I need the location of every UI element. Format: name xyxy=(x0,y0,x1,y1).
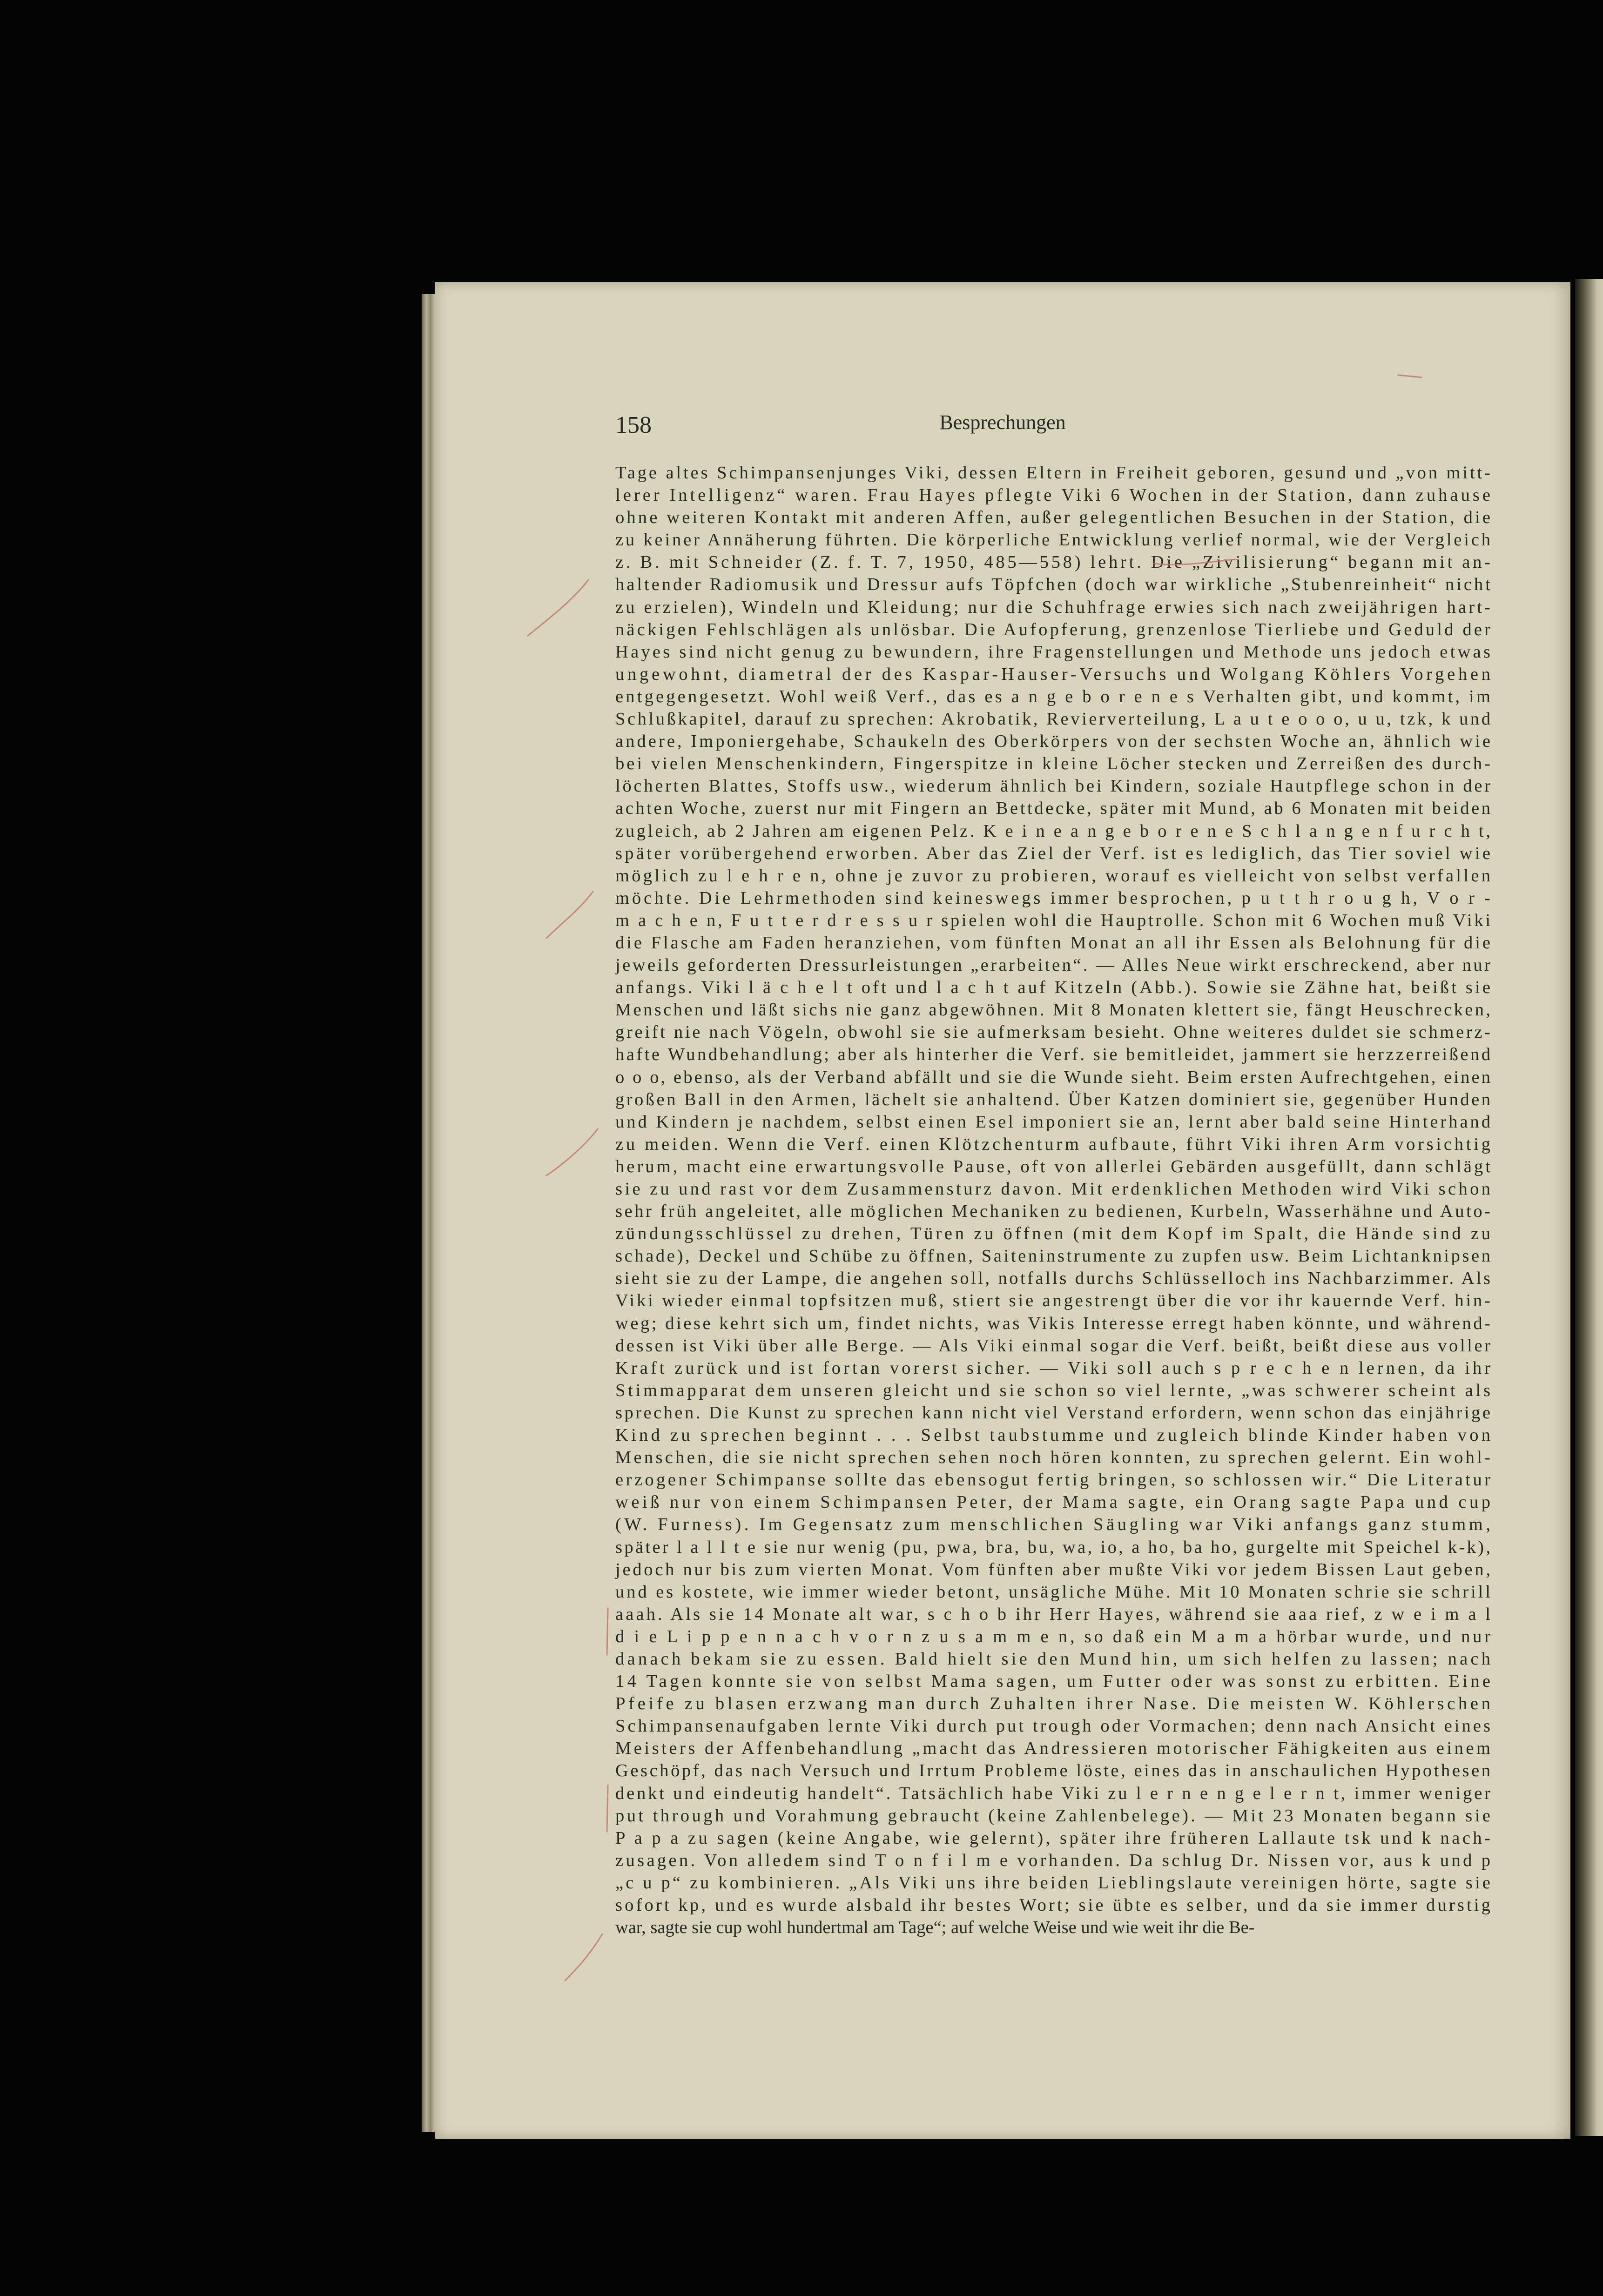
text-line: entgegengesetzt. Wohl weiß Verf., das es a n g e b o r e n e s Verhalten gibt, und kommt, im xyxy=(615,686,1493,706)
text-line: hafte Wundbehandlung; aber als hinterher die Verf. sie bemitleidet, jammert sie herzzerreißend xyxy=(615,1045,1493,1065)
text-line: zu erzielen), Windeln und Kleidung; nur die Schuhfrage erwies sich nach zweijährigen hart- xyxy=(615,597,1493,617)
text-line: m a c h e n, F u t t e r d r e s s u r spielen wohl die Hauptrolle. Schon mit 6 Wochen muß Viki xyxy=(615,910,1493,930)
margin-bracket-mark xyxy=(607,1608,608,1655)
text-line: großen Ball in den Armen, lächelt sie anhaltend. Über Katzen dominiert sie, gegenüber Hunden xyxy=(615,1089,1493,1109)
margin-dash-mark xyxy=(1398,375,1421,377)
text-line: schade), Deckel und Schübe zu öffnen, Saiteninstrumente zu zupfen usw. Beim Lichtanknipsen xyxy=(615,1246,1493,1266)
running-head: Besprechungen xyxy=(939,411,1066,434)
text-line: näckigen Fehlschlägen als unlösbar. Die Aufopferung, grenzenlose Tierliebe und Geduld der xyxy=(615,619,1493,639)
text-line: zusagen. Von alledem sind T o n f i l m e vorhanden. Da schlug Dr. Nissen vor, aus k und p xyxy=(615,1850,1493,1870)
page-number: 158 xyxy=(615,412,652,438)
body-text xyxy=(615,462,1494,1939)
text-line: weg; diese kehrt sich um, findet nichts, was Vikis Interesse erregt haben könnte, und während- xyxy=(615,1313,1493,1333)
text-line: möchte. Die Lehrmethoden sind keineswegs immer besprochen, p u t t h r o u g h, V o r - xyxy=(615,888,1493,908)
text-line: und Kindern je nachdem, selbst einen Esel imponiert sie an, lernt aber bald seine Hinterhand xyxy=(615,1112,1493,1132)
margin-tick-mark xyxy=(546,892,593,938)
text-line: d i e L i p p e n n a c h v o r n z u s a m m e n, so daß ein M a m a hörbar wurde, und nur xyxy=(615,1626,1493,1646)
text-line: P a p a zu sagen (keine Angabe, wie gelernt), später ihre früheren Lallaute tsk und k nach- xyxy=(615,1828,1493,1848)
text-line: war, sagte sie cup wohl hundertmal am Tage“; auf welche Weise und wie weit ihr die Be- xyxy=(615,1918,1255,1938)
margin-bracket-mark xyxy=(607,1785,608,1832)
text-line: jedoch nur bis zum vierten Monat. Vom fünften aber mußte Viki vor jedem Bissen Laut geben, xyxy=(615,1559,1493,1579)
text-line: zündungsschlüssel zu drehen, Türen zu öffnen (mit dem Kopf im Spalt, die Hände sind zu xyxy=(615,1224,1493,1244)
text-line: danach bekam sie zu essen. Bald hielt sie den Mund hin, um sich helfen zu lassen; nach xyxy=(615,1649,1494,1669)
text-line: und es kostete, wie immer wieder betont, unsägliche Mühe. Mit 10 Monaten schrie sie schrill xyxy=(615,1582,1493,1602)
text-line: sofort kp, und es wurde alsbald ihr bestes Wort; sie übte es selber, und da sie immer durstig xyxy=(615,1895,1493,1915)
text-line: herum, macht eine erwartungsvolle Pause, oft von allerlei Gebärden ausgefüllt, dann schlägt xyxy=(615,1156,1493,1176)
text-line: aaah. Als sie 14 Monate alt war, s c h o b ihr Herr Hayes, während sie aaa rief, z w e i m a l xyxy=(615,1604,1493,1624)
text-line: denkt und eindeutig handelt“. Tatsächlich habe Viki zu l e r n e n g e l e r n t, immer weniger xyxy=(615,1783,1493,1803)
text-line: löcherten Blattes, Stoffs usw., wiederum ähnlich bei Kindern, soziale Hautpflege schon in der xyxy=(615,776,1493,796)
text-line: put through und Vorahmung gebraucht (keine Zahlenbelege). — Mit 23 Monaten begann sie xyxy=(615,1806,1493,1826)
text-line: „c u p“ zu kombinieren. „Als Viki uns ihre beiden Lieblingslaute vereinigen hörte, sagte sie xyxy=(615,1873,1493,1893)
text-line: greift nie nach Vögeln, obwohl sie sie aufmerksam besieht. Ohne weiteres duldet sie schmerz- xyxy=(615,1022,1493,1042)
text-line: 14 Tagen konnte sie von selbst Mama sagen, um Futter oder was sonst zu erbitten. Eine xyxy=(615,1672,1494,1692)
text-line: z. B. mit Schneider (Z. f. T. 7, 1950, 485—558) lehrt. Die „Zivilisierung“ begann mit an- xyxy=(615,552,1493,572)
text-line: erzogener Schimpanse sollte das ebensogut fertig bringen, so schlossen wir.“ Die Literatur xyxy=(615,1470,1493,1490)
text-line: die Flasche am Faden heranziehen, vom fünften Monat an all ihr Essen als Belohnung für die xyxy=(615,933,1493,953)
text-line: Geschöpf, das nach Versuch und Irrtum Probleme löste, eines das in anschaulichen Hypothesen xyxy=(615,1761,1493,1781)
text-line: Viki wieder einmal topfsitzen muß, stiert sie angestrengt über die vor ihr kauernde Verf. hin- xyxy=(615,1291,1493,1311)
text-line: Stimmapparat dem unseren gleicht und sie schon so viel lernte, „was schwerer scheint als xyxy=(615,1380,1493,1400)
margin-tick-mark xyxy=(546,1129,598,1175)
text-line: o o o, ebenso, als der Verband abfällt und sie die Wunde sieht. Beim ersten Aufrechtgehen, einen xyxy=(615,1067,1493,1087)
text-line: Schimpansenaufgaben lernte Viki durch put trough oder Vormachen; denn nach Ansicht eines xyxy=(615,1716,1493,1736)
text-line: dessen ist Viki über alle Berge. — Als Viki einmal sogar die Verf. beißt, beißt diese aus voller xyxy=(615,1336,1493,1356)
text-line: Schlußkapitel, darauf zu sprechen: Akrobatik, Revierverteilung, L a u t e o o o, u u, tzk, k und xyxy=(615,709,1493,729)
text-line: sie zu und rast vor dem Zusammensturz davon. Mit erdenklichen Methoden wird Viki schon xyxy=(615,1179,1493,1199)
text-line: lerer Intelligenz“ waren. Frau Hayes pflegte Viki 6 Wochen in der Station, dann zuhause xyxy=(615,485,1494,505)
text-line: zu keiner Annäherung führten. Die körperliche Entwicklung verlief normal, wie der Vergleich xyxy=(615,530,1493,550)
text-line: sieht sie zu der Lampe, die angehen soll, notfalls durchs Schlüsselloch ins Nachbarzimmer. Als xyxy=(615,1269,1493,1289)
text-line: ungewohnt, diametral der des Kaspar-Hauser-Versuchs und Wolgang Köhlers Vorgehen xyxy=(615,664,1494,684)
text-line: Pfeife zu blasen erzwang man durch Zuhalten ihrer Nase. Die meisten W. Köhlerschen xyxy=(615,1694,1494,1714)
text-line: Kraft zurück und ist fortan vorerst sicher. — Viki soll auch s p r e c h e n lernen, da ihr xyxy=(615,1358,1494,1378)
text-line: sprechen. Die Kunst zu sprechen kann nicht viel Verstand erfordern, wenn schon das einjährige xyxy=(615,1403,1493,1423)
text-line: ohne weiteren Kontakt mit anderen Affen, außer gelegentlichen Besuchen in der Station, die xyxy=(615,508,1493,528)
text-line: bei vielen Menschenkindern, Fingerspitze in kleine Löcher stecken und Zerreißen des durch- xyxy=(615,754,1493,774)
margin-tick-mark xyxy=(565,1934,602,1980)
text-line: jeweils geforderten Dressurleistungen „erarbeiten“. — Alles Neue wirkt erschreckend, aber nur xyxy=(615,955,1493,975)
text-line: Menschen und läßt sichs nie ganz abgewöhnen. Mit 8 Monaten klettert sie, fängt Heuschrecken, xyxy=(615,1000,1493,1020)
text-line: (W. Furness). Im Gegensatz zum menschlichen Säugling war Viki anfangs ganz stumm, xyxy=(615,1515,1494,1535)
text-line: Kind zu sprechen beginnt . . . Selbst taubstumme und zugleich blinde Kinder haben von xyxy=(615,1425,1494,1445)
text-line: weiß nur von einem Schimpansen Peter, der Mama sagte, ein Orang sagte Papa und cup xyxy=(615,1492,1494,1512)
text-line: andere, Imponiergehabe, Schaukeln des Oberkörpers von der sechsten Woche an, ähnlich wie xyxy=(615,732,1493,752)
text-line: achten Woche, zuerst nur mit Fingern an Bettdecke, später mit Mund, ab 6 Monaten mit beiden xyxy=(615,799,1493,819)
margin-tick-mark xyxy=(528,580,588,636)
text-line: möglich zu l e h r e n, ohne je zuvor zu probieren, worauf es vielleicht von selbst verfallen xyxy=(615,866,1493,886)
book-page xyxy=(435,282,1570,2139)
text-line: haltender Radiomusik und Dressur aufs Töpfchen (doch war wirkliche „Stubenreinheit“ nicht xyxy=(615,575,1493,595)
text-line: zu meiden. Wenn die Verf. einen Klötzchenturm aufbaute, führt Viki ihren Arm vorsichtig xyxy=(615,1134,1493,1154)
text-line: Hayes sind nicht genug zu bewundern, ihre Fragenstellungen und Methode uns jedoch etwas xyxy=(615,642,1493,662)
text-line: sehr früh angeleitet, alle möglichen Mechaniken zu bedienen, Kurbeln, Wasserhähne und Auto- xyxy=(615,1202,1493,1222)
text-line: anfangs. Viki l ä c h e l t oft und l a c h t auf Kitzeln (Abb.). Sowie sie Zähne hat, beißt sie xyxy=(615,978,1493,998)
text-line: zugleich, ab 2 Jahren am eigenen Pelz. K e i n e a n g e b o r e n e S c h l a n g e n f u r c h t, xyxy=(615,821,1493,841)
text-line: später l a l l t e sie nur wenig (pu, pwa, bra, bu, wa, io, a ho, ba ho, gurgelte mit Speichel k-k), xyxy=(615,1537,1493,1557)
text-line: Meisters der Affenbehandlung „macht das Andressieren motorischer Fähigkeiten aus einem xyxy=(615,1739,1493,1759)
facing-page-edge xyxy=(1575,279,1603,2136)
text-line: später vorübergehend erworben. Aber das Ziel der Verf. ist es lediglich, das Tier soviel wie xyxy=(615,843,1493,863)
text-line: Tage altes Schimpansenjunges Viki, dessen Eltern in Freiheit geboren, gesund und „von mitt- xyxy=(615,463,1493,483)
text-line: Menschen, die sie nicht sprechen sehen noch hören konnten, zu sprechen gelernt. Ein wohl- xyxy=(615,1448,1493,1468)
